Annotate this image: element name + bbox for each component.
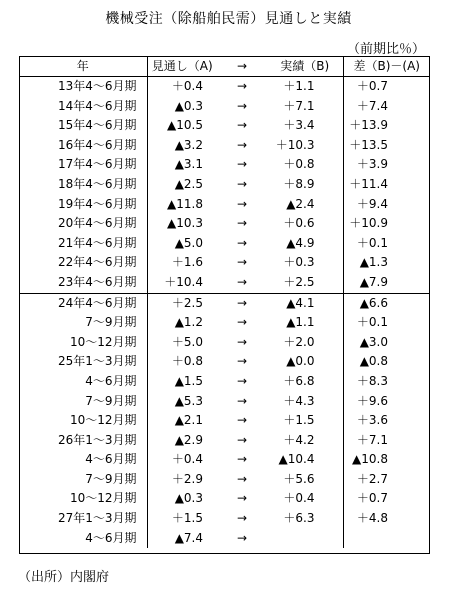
table-row	[19, 313, 430, 333]
table-row	[19, 155, 430, 175]
cell-forecast: ＋2.9	[171, 471, 203, 486]
cell-period: 20年4～6月期	[19, 214, 147, 234]
cell-actual: ▲0.0	[267, 352, 343, 372]
cell-arrow: →	[236, 157, 248, 172]
cell-diff: ＋3.6	[356, 413, 388, 428]
cell-arrow: →	[236, 471, 248, 486]
cell-diff: ▲6.6	[343, 293, 430, 313]
cell-period: 21年4～6月期	[19, 234, 147, 254]
cell-diff: ＋13.5	[349, 137, 388, 152]
cell-actual: ＋2.5	[267, 273, 343, 293]
cell-arrow: →	[236, 196, 248, 211]
cell-diff: ▲3.0	[359, 334, 388, 349]
table-row	[19, 116, 430, 136]
cell-actual: ＋5.6	[267, 470, 343, 490]
cell-forecast: ▲2.9	[174, 432, 203, 447]
cell-arrow: →	[236, 137, 248, 152]
cell-arrow: →	[236, 79, 248, 93]
cell-period: 26年1～3月期	[19, 431, 147, 451]
cell-actual: ＋10.3	[267, 136, 343, 156]
cell-actual: ＋4.3	[267, 392, 343, 412]
cell-diff: ＋8.3	[356, 373, 388, 388]
table-row	[19, 529, 430, 549]
cell-actual: ＋1.1	[267, 77, 343, 97]
cell-period: 27年1～3月期	[19, 509, 147, 529]
table-row	[19, 470, 430, 490]
cell-actual: ＋0.3	[267, 253, 343, 273]
table-row	[19, 175, 430, 195]
cell-forecast: ＋5.0	[171, 334, 203, 349]
cell-forecast: ▲2.1	[174, 413, 203, 428]
cell-period: 7～9月期	[19, 470, 147, 490]
cell-period: 15年4～6月期	[19, 116, 147, 136]
table-row	[19, 489, 430, 509]
cell-period: 7～9月期	[19, 392, 147, 412]
cell-diff: ▲7.9	[359, 274, 388, 289]
header-actual: 実績（B)	[267, 56, 343, 77]
cell-actual: ＋0.6	[267, 214, 343, 234]
cell-forecast: ＋2.5	[147, 293, 217, 313]
cell-period: 4～6月期	[19, 529, 147, 549]
cell-diff: ＋2.7	[356, 471, 388, 486]
table-row	[19, 392, 430, 412]
cell-actual: ▲4.1	[267, 293, 343, 313]
cell-actual: ＋6.3	[267, 509, 343, 529]
table-row	[19, 372, 430, 392]
table-row	[19, 253, 430, 273]
cell-arrow: →	[236, 334, 248, 349]
cell-forecast: ＋10.4	[164, 274, 203, 289]
cell-diff: ＋13.9	[349, 118, 388, 133]
cell-period: 7～9月期	[19, 313, 147, 333]
cell-diff: ＋0.7	[356, 79, 388, 93]
table-row	[19, 293, 430, 313]
cell-actual: ▲10.4	[267, 450, 343, 470]
cell-arrow: →	[236, 315, 248, 330]
cell-diff: ▲10.8	[352, 452, 388, 467]
cell-diff: ▲0.8	[359, 354, 388, 369]
cell-actual: ＋6.8	[267, 372, 343, 392]
cell-forecast: ＋1.5	[171, 511, 203, 526]
cell-arrow: →	[236, 216, 248, 231]
cell-diff: ▲1.3	[359, 255, 388, 270]
cell-diff: ＋0.1	[356, 235, 388, 250]
cell-actual: ＋3.4	[267, 116, 343, 136]
cell-arrow: →	[236, 452, 248, 467]
cell-actual: ＋0.4	[267, 489, 343, 509]
cell-arrow: →	[236, 413, 248, 428]
cell-period: 4～6月期	[19, 372, 147, 392]
cell-period: 10～12月期	[19, 489, 147, 509]
cell-actual: ＋7.1	[267, 97, 343, 117]
cell-period: 24年4～6月期	[19, 293, 147, 313]
cell-forecast: ▲2.5	[174, 176, 203, 191]
cell-forecast: ▲7.4	[174, 530, 203, 545]
cell-forecast: ▲0.3	[174, 491, 203, 506]
cell-arrow: →	[236, 432, 248, 447]
page-title: 機械受注（除船舶民需）見通しと実績	[105, 11, 352, 27]
header-diff: 差（B)－(A)	[343, 56, 430, 77]
table-row	[19, 333, 430, 353]
cell-arrow: →	[236, 373, 248, 388]
cell-diff: ＋9.4	[356, 196, 388, 211]
cell-diff: ＋4.8	[356, 511, 388, 526]
cell-period: 17年4～6月期	[19, 155, 147, 175]
cell-forecast: ＋1.6	[171, 255, 203, 270]
cell-actual: ＋0.8	[267, 155, 343, 175]
cell-period: 19年4～6月期	[19, 195, 147, 215]
cell-arrow: →	[236, 176, 248, 191]
table-row	[19, 509, 430, 529]
table-row	[19, 352, 430, 372]
cell-period: 10～12月期	[19, 333, 147, 353]
cell-forecast: ▲1.2	[174, 315, 203, 330]
source-note: （出所）内閣府	[18, 570, 110, 585]
table-row	[19, 77, 430, 97]
table-row	[19, 234, 430, 254]
cell-arrow: →	[236, 393, 248, 408]
cell-period: 10～12月期	[19, 411, 147, 431]
cell-forecast: ▲1.5	[174, 373, 203, 388]
cell-diff: ＋11.4	[349, 176, 388, 191]
header-forecast: 見通し（A)	[147, 56, 217, 77]
cell-diff: ＋0.1	[356, 315, 388, 330]
table-row	[19, 214, 430, 234]
table-header-row	[19, 56, 430, 77]
cell-arrow: →	[236, 98, 248, 113]
cell-actual: ▲4.9	[267, 234, 343, 254]
cell-actual: ＋1.5	[267, 411, 343, 431]
cell-period: 18年4～6月期	[19, 175, 147, 195]
cell-forecast: ＋0.8	[171, 354, 203, 369]
cell-forecast: ▲5.3	[174, 393, 203, 408]
cell-diff: ＋7.1	[356, 432, 388, 447]
cell-arrow: →	[236, 530, 248, 545]
unit-label: （前期比％）	[346, 42, 425, 57]
table-row	[19, 195, 430, 215]
table-row	[19, 411, 430, 431]
cell-arrow: →	[236, 354, 248, 369]
cell-diff: ＋9.6	[356, 393, 388, 408]
cell-diff: ＋7.4	[356, 98, 388, 113]
cell-arrow: →	[236, 274, 248, 289]
table-row	[19, 97, 430, 117]
cell-diff	[343, 529, 430, 549]
cell-period: 25年1～3月期	[19, 352, 147, 372]
cell-forecast: ＋0.4	[171, 452, 203, 467]
cell-diff: ＋0.7	[356, 491, 388, 506]
cell-diff: ＋3.9	[356, 157, 388, 172]
header-arrow: →	[217, 56, 267, 77]
cell-forecast: ▲10.5	[167, 118, 203, 133]
table-body	[19, 77, 430, 549]
cell-arrow: →	[217, 293, 267, 313]
cell-forecast: ▲0.3	[174, 98, 203, 113]
table-row	[19, 273, 430, 293]
cell-period: 23年4～6月期	[19, 273, 147, 293]
cell-period: 4～6月期	[19, 450, 147, 470]
cell-actual: ＋8.9	[267, 175, 343, 195]
forecast-actual-table	[19, 56, 430, 548]
cell-period: 13年4～6月期	[19, 77, 147, 97]
cell-forecast: ▲11.8	[167, 196, 203, 211]
cell-period: 14年4～6月期	[19, 97, 147, 117]
cell-actual: ＋2.0	[267, 333, 343, 353]
cell-forecast: ＋0.4	[171, 79, 203, 93]
cell-forecast: ▲3.2	[174, 137, 203, 152]
cell-forecast: ▲5.0	[174, 235, 203, 250]
cell-actual: ▲2.4	[267, 195, 343, 215]
cell-forecast: ▲3.1	[174, 157, 203, 172]
cell-forecast: ▲10.3	[167, 216, 203, 231]
cell-actual: ▲1.1	[267, 313, 343, 333]
cell-diff: ＋10.9	[349, 216, 388, 231]
cell-period: 22年4～6月期	[19, 253, 147, 273]
cell-arrow: →	[236, 255, 248, 270]
cell-actual: ＋4.2	[267, 431, 343, 451]
cell-arrow: →	[236, 235, 248, 250]
table-row	[19, 431, 430, 451]
table-row	[19, 450, 430, 470]
cell-actual	[267, 529, 343, 549]
cell-arrow: →	[236, 511, 248, 526]
header-period: 年	[19, 56, 147, 77]
cell-period: 16年4～6月期	[19, 136, 147, 156]
cell-arrow: →	[236, 491, 248, 506]
table-row	[19, 136, 430, 156]
cell-arrow: →	[236, 118, 248, 133]
